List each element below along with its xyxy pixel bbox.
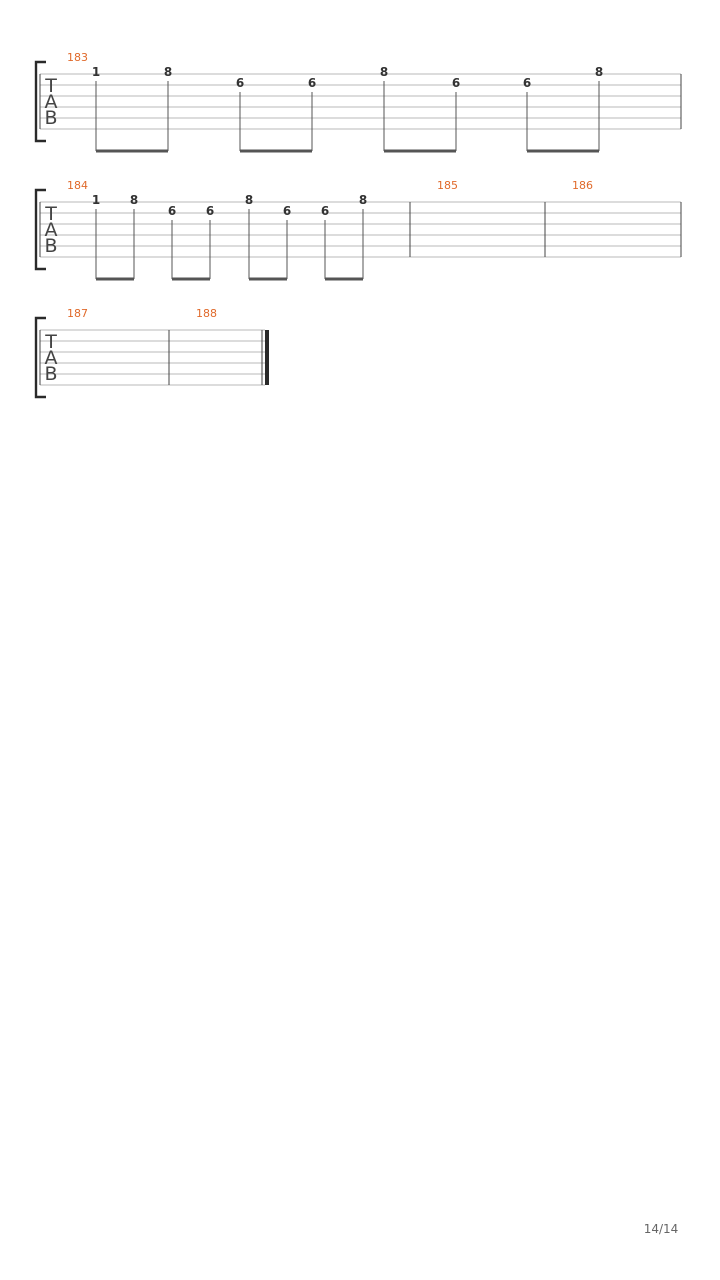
measure-number: 186	[572, 179, 593, 192]
fret-number: 1	[91, 65, 101, 79]
measure-number: 185	[437, 179, 458, 192]
fret-number: 6	[451, 76, 461, 90]
fret-number: 6	[320, 204, 330, 218]
tab-clef-letter: T	[45, 331, 57, 353]
tab-clef-letter: B	[44, 107, 58, 129]
measure-number: 184	[67, 179, 88, 192]
tab-clef-letter: A	[44, 219, 58, 241]
measure-number: 188	[196, 307, 217, 320]
tab-clef-letter: A	[44, 91, 58, 113]
fret-number: 8	[244, 193, 254, 207]
fret-number: 8	[163, 65, 173, 79]
measure-number: 187	[67, 307, 88, 320]
tab-clef-letter: B	[44, 363, 58, 385]
fret-number: 6	[235, 76, 245, 90]
page-number: 14/14	[643, 1222, 679, 1236]
fret-number: 6	[205, 204, 215, 218]
fret-number: 6	[282, 204, 292, 218]
fret-number: 6	[522, 76, 532, 90]
fret-number: 8	[129, 193, 139, 207]
fret-number: 8	[379, 65, 389, 79]
fret-number: 8	[358, 193, 368, 207]
fret-number: 1	[91, 193, 101, 207]
final-barline	[265, 330, 269, 385]
fret-number: 6	[307, 76, 317, 90]
tab-clef-letter: T	[45, 203, 57, 225]
fret-number: 6	[167, 204, 177, 218]
tab-clef-letter: A	[44, 347, 58, 369]
tab-clef-letter: T	[45, 75, 57, 97]
fret-number: 8	[594, 65, 604, 79]
measure-number: 183	[67, 51, 88, 64]
tab-clef-letter: B	[44, 235, 58, 257]
